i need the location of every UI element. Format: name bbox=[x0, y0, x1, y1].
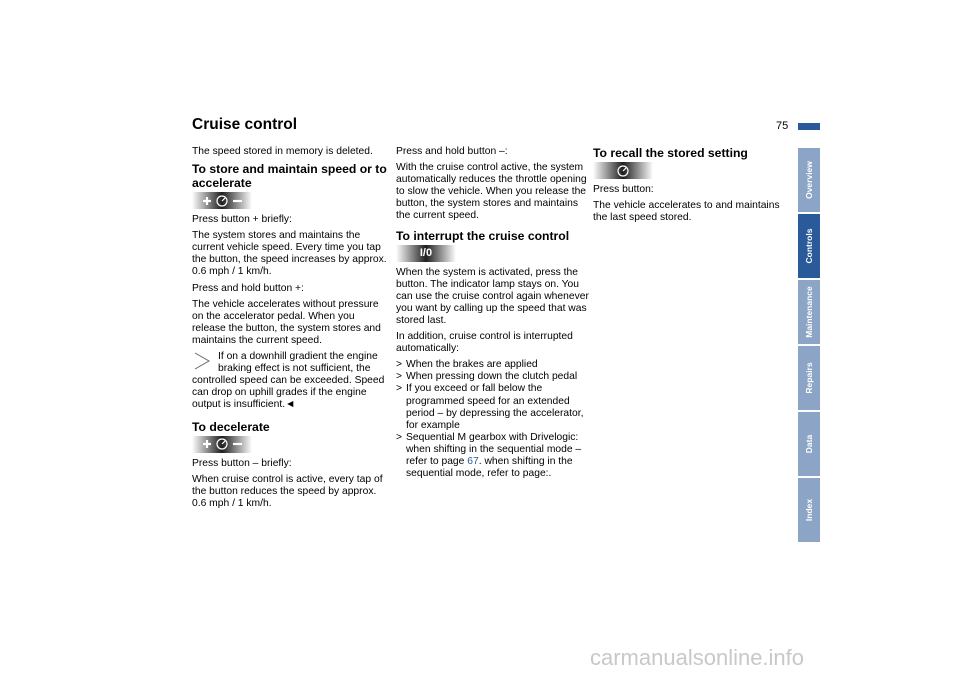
store-step-1: Press button + briefly: bbox=[192, 214, 292, 226]
tab-data[interactable] bbox=[798, 412, 820, 476]
cruise-control-icon bbox=[613, 164, 633, 178]
decel-step-2-desc: With the cruise control active, the system automatically reduces the throttle opening to slow the vehicle. When you release the button, the system stores and maintains the current speed. bbox=[396, 162, 587, 222]
heading-recall: To recall the stored setting bbox=[593, 146, 748, 160]
list-marker: > bbox=[396, 383, 403, 395]
store-step-2-desc: The vehicle accelerates without pressure on the accelerator pedal. When you release the button, the system stores and maintains the current speed. bbox=[192, 298, 381, 346]
list-item bbox=[396, 383, 591, 431]
interrupt-desc: When the system is activated, press the button. The indicator lamp stays on. You can use the cruise control again whenever you want by calling up the speed that was stored last. bbox=[396, 266, 589, 326]
list-item-text-post: . when shifting in the sequential mode, refer to page:. bbox=[406, 455, 573, 480]
decel-step-1: Press button – briefly: bbox=[192, 457, 292, 469]
list-item bbox=[396, 432, 591, 480]
tab-label: Data bbox=[804, 434, 814, 454]
heading-store-accelerate: To store and maintain speed or to accelerate bbox=[192, 162, 387, 191]
page-title: Cruise control bbox=[192, 116, 298, 133]
note-paragraph bbox=[192, 351, 387, 411]
interrupt-conditions-list bbox=[396, 359, 591, 480]
tab-controls[interactable] bbox=[798, 214, 820, 278]
intro-text: The speed stored in memory is deleted. bbox=[192, 146, 373, 157]
page-number-bar bbox=[798, 123, 820, 130]
store-step-2: Press and hold button +: bbox=[192, 282, 304, 294]
tab-label: Controls bbox=[804, 228, 814, 264]
decel-step-2: Press and hold button –: bbox=[396, 146, 508, 157]
heading-interrupt: To interrupt the cruise control bbox=[396, 228, 570, 243]
watermark: carmanualsonline.info bbox=[590, 645, 805, 670]
section-tabs bbox=[798, 148, 820, 544]
note-text: If on a downhill gradient the engine braking effect is not sufficient, the controlled speed can be exceeded. Speed can drop on uphill grades if the engine output is insufficient. bbox=[192, 351, 385, 411]
decel-step-1-desc: When cruise control is active, every tap of the button reduces the speed by approx. 0.6 mph / 1 km/h. bbox=[192, 473, 383, 509]
column-2 bbox=[396, 146, 591, 484]
note-end-marker: ◄ bbox=[285, 399, 296, 411]
plus-cruise-minus-icon bbox=[197, 194, 247, 208]
list-marker: > bbox=[396, 431, 403, 443]
plus-minus-button-image bbox=[192, 192, 252, 209]
tab-label: Repairs bbox=[804, 362, 814, 394]
list-item-text: When the brakes are applied bbox=[406, 359, 538, 371]
list-marker: > bbox=[396, 371, 403, 383]
store-step-1-desc: The system stores and maintains the current vehicle speed. Every time you tap the button, the speed increases by approx. 0.6 mph / 1 km/h. bbox=[192, 230, 387, 278]
tab-repairs[interactable] bbox=[798, 346, 820, 410]
recall-desc: The vehicle accelerates to and maintains the last speed stored. bbox=[593, 200, 780, 224]
recall-step: Press button: bbox=[593, 184, 654, 195]
tab-label: Index bbox=[804, 498, 814, 522]
list-item bbox=[396, 371, 591, 383]
tab-label: Overview bbox=[804, 161, 814, 199]
tab-index[interactable] bbox=[798, 478, 820, 542]
interrupt-auto-intro: In addition, cruise control is interrupted automatically: bbox=[396, 331, 573, 355]
recall-button-image bbox=[593, 162, 653, 179]
tab-label: Maintenance bbox=[804, 286, 814, 338]
plus-minus-button-image-2 bbox=[192, 436, 252, 453]
tab-maintenance[interactable] bbox=[798, 280, 820, 344]
column-3 bbox=[593, 146, 788, 228]
tab-overview[interactable] bbox=[798, 148, 820, 212]
list-item bbox=[396, 359, 591, 371]
column-1 bbox=[192, 146, 387, 514]
note-triangle-icon bbox=[192, 351, 212, 371]
page-number: 75 bbox=[776, 120, 789, 132]
on-off-button-image bbox=[396, 245, 456, 262]
plus-cruise-minus-icon bbox=[197, 437, 247, 451]
page-link[interactable]: 67 bbox=[467, 455, 479, 467]
list-item-text: Sequential M gearbox with Drivelogic: when shifting in the sequential mode – refer to page bbox=[406, 431, 582, 467]
list-item-text: If you exceed or fall below the programmed speed for an extended period – by depressing the accelerator, for example bbox=[406, 383, 584, 431]
heading-decelerate: To decelerate bbox=[192, 419, 270, 434]
list-marker: > bbox=[396, 359, 403, 371]
list-item-text: When pressing down the clutch pedal bbox=[406, 371, 578, 383]
on-off-label: I/0 bbox=[419, 247, 433, 260]
